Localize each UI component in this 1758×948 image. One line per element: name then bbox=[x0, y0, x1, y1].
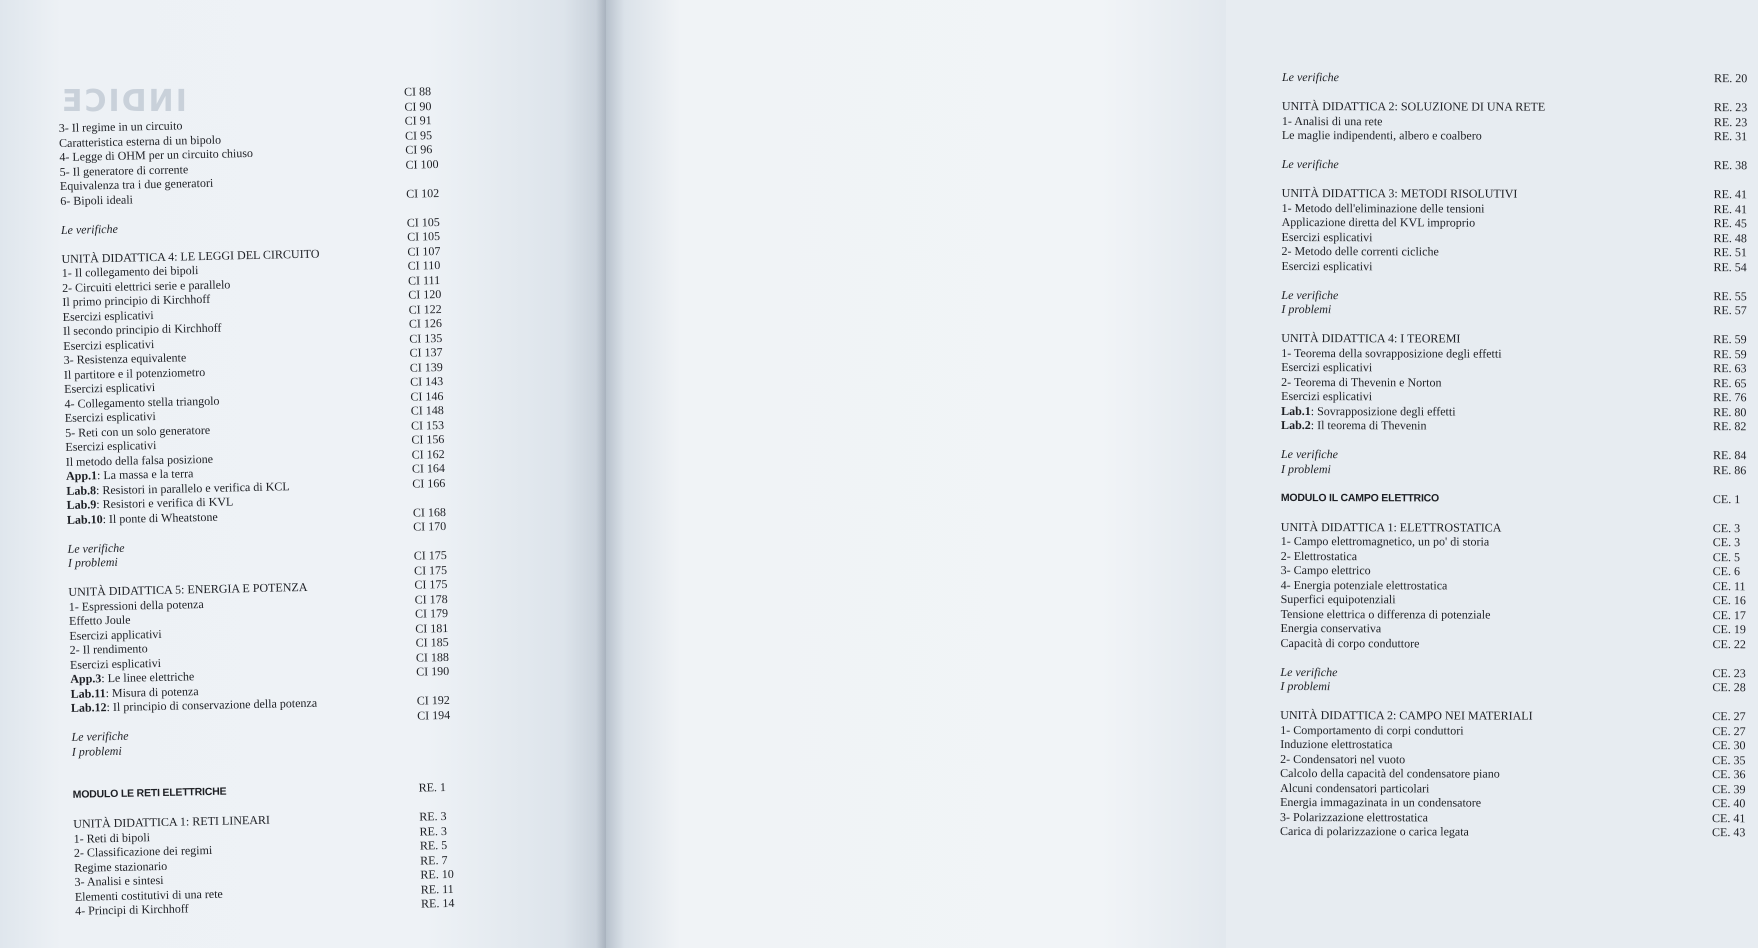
page-number: CE. 3 bbox=[1712, 520, 1741, 535]
page-number: CI 175 bbox=[413, 562, 448, 578]
page-number: CE. 28 bbox=[1712, 680, 1746, 695]
page-number: CE. 11 bbox=[1712, 578, 1746, 593]
page-number: CE. 23 bbox=[1712, 665, 1746, 680]
entry-label: 5- Reti con un solo generatore bbox=[64, 422, 211, 440]
lab-title: : La massa e la terra bbox=[96, 466, 194, 483]
lab-entry bbox=[1281, 418, 1757, 434]
spacer bbox=[1282, 84, 1758, 100]
entry-label: Le verifiche bbox=[1281, 70, 1339, 85]
review-entry bbox=[1280, 679, 1756, 695]
lab-prefix: Lab.8 bbox=[66, 482, 97, 498]
entry-label: Le maglie indipendenti, albero e coalbero bbox=[1281, 127, 1482, 143]
entry-label: Il primo principio di Kirchhoff bbox=[62, 291, 211, 309]
spacer bbox=[1281, 432, 1757, 448]
page-number: RE. 59 bbox=[1713, 346, 1747, 361]
page-number: RE. 23 bbox=[1713, 100, 1748, 115]
page-number: RE. 38 bbox=[1713, 158, 1748, 173]
entry-label: Calcolo della capacità del condensatore piano bbox=[1280, 765, 1500, 781]
page-number: CI 156 bbox=[411, 431, 445, 447]
page-number: RE. 7 bbox=[420, 852, 448, 868]
entry-label: Energia conservativa bbox=[1280, 620, 1382, 636]
toc-entry bbox=[1281, 577, 1757, 593]
toc-entry bbox=[1280, 795, 1756, 811]
page-number: CE. 43 bbox=[1711, 825, 1746, 840]
page-number: RE. 65 bbox=[1713, 375, 1747, 390]
entry-label: 4- Legge di OHM per un circuito chiuso bbox=[59, 145, 254, 164]
page-number: RE. 51 bbox=[1713, 245, 1747, 260]
entry-label: 3- Resistenza equivalente bbox=[63, 350, 187, 367]
page-number: CI 143 bbox=[409, 373, 444, 389]
page-number bbox=[406, 171, 448, 186]
page-number: RE. 5 bbox=[419, 838, 448, 853]
entry-label: 5- Il generatore di corrente bbox=[59, 161, 189, 179]
page-number: CI 91 bbox=[404, 113, 432, 128]
entry-label: UNITÀ DIDATTICA 1: RETI LINEARI bbox=[73, 812, 271, 831]
review-entry bbox=[1281, 447, 1757, 463]
right-toc-column bbox=[1280, 70, 1758, 840]
page-number bbox=[412, 490, 454, 505]
module-heading bbox=[1281, 490, 1757, 506]
entry-label: 1- Comportamento di corpi conduttori bbox=[1280, 722, 1464, 737]
unit-heading bbox=[1280, 708, 1756, 724]
unit-heading bbox=[1281, 331, 1757, 347]
toc-entry bbox=[1281, 592, 1757, 608]
entry-label bbox=[1281, 418, 1426, 433]
page-number: RE. 76 bbox=[1713, 390, 1747, 405]
entry-label: Caratteristica esterna di un bipolo bbox=[58, 132, 222, 150]
unit-heading bbox=[1282, 99, 1758, 115]
page-number: CI 175 bbox=[413, 547, 447, 563]
entry-label: UNITÀ DIDATTICA 2: CAMPO NEI MATERIALI bbox=[1280, 707, 1533, 723]
entry-label: Le verifiche bbox=[67, 540, 125, 556]
page-number: CE. 41 bbox=[1712, 810, 1746, 825]
page-number: CE. 36 bbox=[1712, 767, 1746, 782]
entry-label: 1- Metodo dell'eliminazione delle tensioni bbox=[1281, 200, 1485, 216]
page-number: CI 139 bbox=[409, 359, 443, 375]
entry-label: Equivalenza tra i due generatori bbox=[59, 175, 214, 193]
lab-prefix: Lab.11 bbox=[70, 685, 106, 701]
lab-prefix: Lab.2 bbox=[1281, 417, 1311, 433]
entry-label: I problemi bbox=[1281, 301, 1332, 317]
page-number: CI 126 bbox=[408, 316, 443, 331]
page-number: CI 153 bbox=[410, 417, 445, 433]
entry-label: 1- Il collegamento dei bipoli bbox=[61, 263, 199, 280]
entry-label: Alcuni condensatori particolari bbox=[1280, 780, 1430, 795]
entry-label: UNITÀ DIDATTICA 4: I TEOREMI bbox=[1281, 330, 1461, 346]
page-number: CI 148 bbox=[410, 402, 444, 418]
toc-entry bbox=[1281, 360, 1757, 376]
spacer bbox=[1281, 273, 1757, 289]
entry-label: Il partitore e il potenziometro bbox=[63, 364, 206, 382]
page-number: CI 105 bbox=[406, 229, 441, 244]
page-number: CI 164 bbox=[411, 460, 446, 476]
page-number: CI 185 bbox=[415, 634, 449, 650]
entry-label: Carica di polarizzazione o carica legata bbox=[1279, 823, 1469, 839]
lab-prefix: App.1 bbox=[65, 468, 98, 483]
page-number bbox=[418, 736, 460, 751]
entry-label: 2- Elettrostatica bbox=[1280, 548, 1358, 563]
page-number: RE. 20 bbox=[1713, 71, 1748, 86]
page-number: RE. 84 bbox=[1712, 448, 1747, 463]
page-number: RE. 80 bbox=[1713, 404, 1747, 419]
page-number: RE. 86 bbox=[1712, 462, 1747, 477]
toc-entry bbox=[1280, 737, 1756, 753]
review-entry bbox=[1282, 157, 1758, 173]
page-number bbox=[413, 533, 455, 548]
lab-title: : Il principio di conservazione della potenza bbox=[106, 695, 318, 715]
unit-heading bbox=[1281, 519, 1757, 535]
entry-label: 2- Condensatori nel vuoto bbox=[1280, 751, 1406, 766]
entry-label: Superfici equipotenziali bbox=[1280, 591, 1396, 607]
review-entry bbox=[1281, 302, 1757, 318]
entry-label: Applicazione diretta del KVL improprio bbox=[1281, 214, 1476, 230]
toc-entry bbox=[1281, 345, 1757, 361]
entry-label: 2- Circuiti elettrici serie e parallelo bbox=[61, 276, 231, 295]
page-number: CE. 6 bbox=[1712, 564, 1741, 579]
page-number: CE. 27 bbox=[1712, 723, 1746, 738]
entry-label: I problemi bbox=[1280, 678, 1331, 694]
toc-entry bbox=[1281, 258, 1757, 274]
entry-label: I problemi bbox=[1280, 461, 1331, 476]
page-number: CI 179 bbox=[414, 605, 449, 621]
page-number bbox=[417, 722, 459, 737]
toc-entry bbox=[1280, 809, 1756, 825]
entry-label: Esercizi esplicativi bbox=[1281, 229, 1373, 244]
page-number: RE. 48 bbox=[1713, 230, 1747, 245]
entry-label: 1- Espressioni della potenza bbox=[68, 596, 204, 614]
page-number: RE. 57 bbox=[1713, 303, 1747, 318]
page-number: CI 90 bbox=[404, 98, 432, 114]
page-number: CI 162 bbox=[411, 446, 445, 462]
page-number: CI 166 bbox=[412, 475, 446, 491]
lab-entry bbox=[1281, 403, 1757, 419]
lab-title: : Misura di potenza bbox=[105, 683, 199, 700]
page-number: RE. 11 bbox=[420, 881, 454, 897]
entry-label: Esercizi esplicativi bbox=[64, 409, 156, 425]
page-number: RE. 31 bbox=[1713, 129, 1748, 144]
page-number: RE. 41 bbox=[1713, 187, 1748, 202]
page-number: CI 190 bbox=[416, 663, 450, 679]
lab-title: : Le linee elettriche bbox=[101, 669, 195, 686]
toc-entry bbox=[1280, 722, 1756, 738]
page-number: RE. 45 bbox=[1713, 216, 1747, 231]
entry-label: MODULO IL CAMPO ELETTRICO bbox=[1280, 491, 1440, 504]
page-number: RE. 54 bbox=[1713, 259, 1747, 274]
entry-label: Induzione elettrostatica bbox=[1280, 736, 1393, 752]
page-number: CI 192 bbox=[416, 692, 450, 708]
toc-entry bbox=[1280, 824, 1756, 840]
entry-label: Esercizi esplicativi bbox=[69, 655, 162, 672]
page-number: CE. 3 bbox=[1712, 535, 1741, 550]
entry-label: Esercizi esplicativi bbox=[1281, 258, 1373, 273]
spacer bbox=[1282, 171, 1758, 187]
lab-title: : Resistori e verifica di KVL bbox=[96, 494, 234, 512]
spacer bbox=[1281, 316, 1757, 332]
page-number: CE. 40 bbox=[1712, 796, 1746, 811]
lab-title: : Il ponte di Wheatstone bbox=[102, 509, 218, 526]
entry-label: Le verifiche bbox=[1281, 156, 1339, 172]
entry-label: UNITÀ DIDATTICA 4: LE LEGGI DEL CIRCUITO bbox=[61, 246, 320, 266]
entry-label: 1- Teorema della sovrapposizione degli effetti bbox=[1281, 345, 1502, 361]
entry-label: I problemi bbox=[71, 743, 122, 759]
entry-label: I problemi bbox=[67, 554, 118, 570]
right-page bbox=[606, 0, 1748, 948]
entry-label: Il secondo principio di Kirchhoff bbox=[62, 320, 222, 338]
entry-label: Il metodo della falsa posizione bbox=[65, 451, 214, 469]
page-number: CE. 27 bbox=[1712, 709, 1746, 724]
entry-label: Le verifiche bbox=[1280, 446, 1338, 462]
entry-label: Le verifiche bbox=[60, 221, 118, 237]
review-entry bbox=[1281, 287, 1757, 303]
page-number: CI 111 bbox=[407, 272, 441, 288]
toc-entry bbox=[1281, 534, 1757, 550]
page-number: CI 107 bbox=[407, 243, 441, 259]
lab-title: : Il teorema di Thevenin bbox=[1310, 418, 1427, 433]
toc-entry bbox=[1280, 766, 1756, 782]
page-number: CE. 17 bbox=[1712, 607, 1746, 622]
page-number: RE. 10 bbox=[420, 866, 454, 882]
toc-entry bbox=[1280, 635, 1756, 651]
spacer bbox=[1280, 693, 1756, 709]
spacer bbox=[1281, 505, 1757, 521]
entry-label: Tensione elettrica o differenza di potenziale bbox=[1280, 606, 1491, 622]
toc-entry bbox=[1281, 621, 1757, 637]
toc-entry bbox=[1282, 113, 1758, 129]
entry-label: 3- Il regime in un circuito bbox=[58, 118, 183, 135]
unit-heading bbox=[1282, 186, 1758, 202]
page-number: CE. 22 bbox=[1712, 636, 1746, 651]
entry-label: Esercizi esplicativi bbox=[64, 380, 156, 396]
entry-label: 3- Campo elettrico bbox=[1280, 562, 1371, 578]
lab-prefix: Lab.9 bbox=[66, 497, 97, 512]
entry-label: Esercizi esplicativi bbox=[1281, 388, 1373, 404]
entry-label: Elementi costitutivi di una rete bbox=[74, 886, 223, 904]
page-number: CI 178 bbox=[414, 591, 448, 607]
page-number: CI 110 bbox=[407, 258, 441, 273]
toc-entry bbox=[1281, 606, 1757, 622]
toc-entry bbox=[1281, 548, 1757, 564]
spacer bbox=[1281, 476, 1757, 492]
entry-label: 1- Campo elettromagnetico, un po' di storia bbox=[1280, 533, 1490, 549]
page-number: CE. 16 bbox=[1712, 593, 1746, 608]
page-number: CI 168 bbox=[412, 504, 447, 520]
entry-label: Regime stazionario bbox=[74, 858, 168, 875]
page-number: CI 122 bbox=[408, 301, 442, 317]
page-number: RE. 23 bbox=[1713, 114, 1748, 129]
lab-title: : Resistori in parallelo e verifica di KCL bbox=[95, 478, 290, 497]
toc-entry bbox=[1282, 200, 1758, 216]
page-number: CI 120 bbox=[408, 287, 442, 302]
page-number: CI 100 bbox=[405, 156, 439, 172]
entry-label: Esercizi esplicativi bbox=[62, 307, 154, 324]
entry-label: 3- Analisi e sintesi bbox=[74, 872, 164, 889]
page-number: RE. 14 bbox=[420, 895, 455, 911]
toc-entry bbox=[1281, 389, 1757, 405]
review-entry bbox=[1282, 70, 1758, 86]
page-number: CI 105 bbox=[406, 214, 440, 230]
page-number: CI 175 bbox=[414, 576, 448, 592]
page-number: CI 95 bbox=[404, 127, 433, 143]
entry-label: Effetto Joule bbox=[68, 612, 131, 628]
entry-label: 2- Il rendimento bbox=[69, 641, 148, 657]
lab-prefix: Lab.1 bbox=[1281, 403, 1311, 418]
toc-entry bbox=[1282, 229, 1758, 245]
entry-label: 4- Collegamento stella triangolo bbox=[64, 393, 220, 411]
page-number: CE. 5 bbox=[1712, 549, 1741, 564]
page-number: CI 88 bbox=[403, 84, 432, 99]
page-number: RE. 3 bbox=[419, 809, 447, 824]
entry-label: 2- Teorema di Thevenin e Norton bbox=[1281, 374, 1442, 389]
toc-entry bbox=[1282, 244, 1758, 260]
page-number: CI 194 bbox=[416, 707, 451, 723]
entry-label: UNITÀ DIDATTICA 2: SOLUZIONE DI UNA RETE bbox=[1281, 98, 1546, 114]
entry-label: MODULO LE RETI ELETTRICHE bbox=[72, 785, 227, 801]
entry-label: Esercizi applicativi bbox=[69, 626, 162, 643]
entry-label: 6- Bipoli ideali bbox=[60, 191, 134, 208]
entry-label: 1- Reti di bipoli bbox=[73, 829, 151, 846]
page-number: RE. 3 bbox=[419, 823, 448, 839]
entry-label: Esercizi esplicativi bbox=[65, 438, 157, 454]
entry-label: Capacità di corpo conduttore bbox=[1280, 635, 1420, 650]
page-number: CI 102 bbox=[406, 185, 440, 201]
lab-prefix: Lab.12 bbox=[70, 700, 107, 715]
entry-label: 2- Classificazione dei regimi bbox=[73, 842, 213, 860]
lab-prefix: Lab.10 bbox=[66, 511, 103, 527]
page-number bbox=[416, 678, 458, 693]
entry-label: 3- Polarizzazione elettrostatica bbox=[1280, 809, 1429, 824]
review-entry bbox=[1281, 461, 1757, 477]
page-number: CE. 39 bbox=[1712, 781, 1746, 796]
entry-label bbox=[1281, 403, 1455, 418]
toc-entry bbox=[1280, 780, 1756, 796]
lab-prefix: App.3 bbox=[70, 671, 102, 686]
page-number: RE. 59 bbox=[1713, 332, 1747, 347]
lab-title: : Sovrapposizione degli effetti bbox=[1310, 403, 1456, 418]
entry-label: Le verifiche bbox=[1280, 664, 1338, 679]
page-number: CI 96 bbox=[405, 142, 433, 157]
page-number: RE. 1 bbox=[418, 780, 447, 795]
entry-label: 4- Principi di Kirchhoff bbox=[75, 901, 189, 918]
entry-label: UNITÀ DIDATTICA 1: ELETTROSTATICA bbox=[1280, 519, 1502, 535]
review-entry bbox=[1280, 664, 1756, 680]
spacer bbox=[1280, 650, 1756, 666]
entry-label: Energia immagazinata in un condensatore bbox=[1280, 794, 1482, 810]
page-number: CE. 19 bbox=[1712, 622, 1746, 637]
entry-label: 2- Metodo delle correnti cicliche bbox=[1281, 243, 1439, 259]
page-number: CI 135 bbox=[409, 330, 443, 346]
left-page bbox=[0, 0, 606, 948]
entry-label: UNITÀ DIDATTICA 3: METODI RISOLUTIVI bbox=[1281, 185, 1518, 201]
entry-label: 1- Analisi di una rete bbox=[1281, 113, 1383, 128]
entry-label: Le verifiche bbox=[71, 728, 129, 744]
entry-label: Le verifiche bbox=[1281, 287, 1339, 302]
entry-label: 4- Energia potenziale elettrostatica bbox=[1280, 577, 1448, 592]
page-number: RE. 41 bbox=[1713, 201, 1748, 216]
page-number: CE. 35 bbox=[1712, 752, 1746, 767]
entry-label: UNITÀ DIDATTICA 5: ENERGIA E POTENZA bbox=[68, 579, 308, 599]
page-number: CI 146 bbox=[410, 388, 444, 404]
page-number: RE. 55 bbox=[1713, 288, 1747, 303]
page-number: CI 181 bbox=[415, 620, 449, 636]
toc-entry bbox=[1282, 128, 1758, 144]
toc-entry bbox=[1281, 374, 1757, 390]
left-toc-column bbox=[58, 84, 463, 918]
page-number: CI 137 bbox=[409, 345, 443, 360]
entry-label: Esercizi esplicativi bbox=[63, 336, 155, 353]
page-number: CI 170 bbox=[413, 518, 447, 534]
spacer bbox=[1282, 142, 1758, 158]
toc-entry bbox=[1282, 215, 1758, 231]
page-number: CE. 1 bbox=[1712, 491, 1741, 506]
page-number: CE. 30 bbox=[1712, 738, 1746, 753]
ghost-title: INDICE bbox=[60, 84, 187, 119]
page-number: RE. 82 bbox=[1713, 419, 1747, 434]
toc-entry bbox=[1281, 563, 1757, 579]
page-number: CI 188 bbox=[415, 649, 450, 665]
entry-label: Esercizi esplicativi bbox=[1281, 359, 1373, 375]
toc-entry bbox=[1280, 751, 1756, 767]
page-number: RE. 63 bbox=[1713, 361, 1747, 376]
